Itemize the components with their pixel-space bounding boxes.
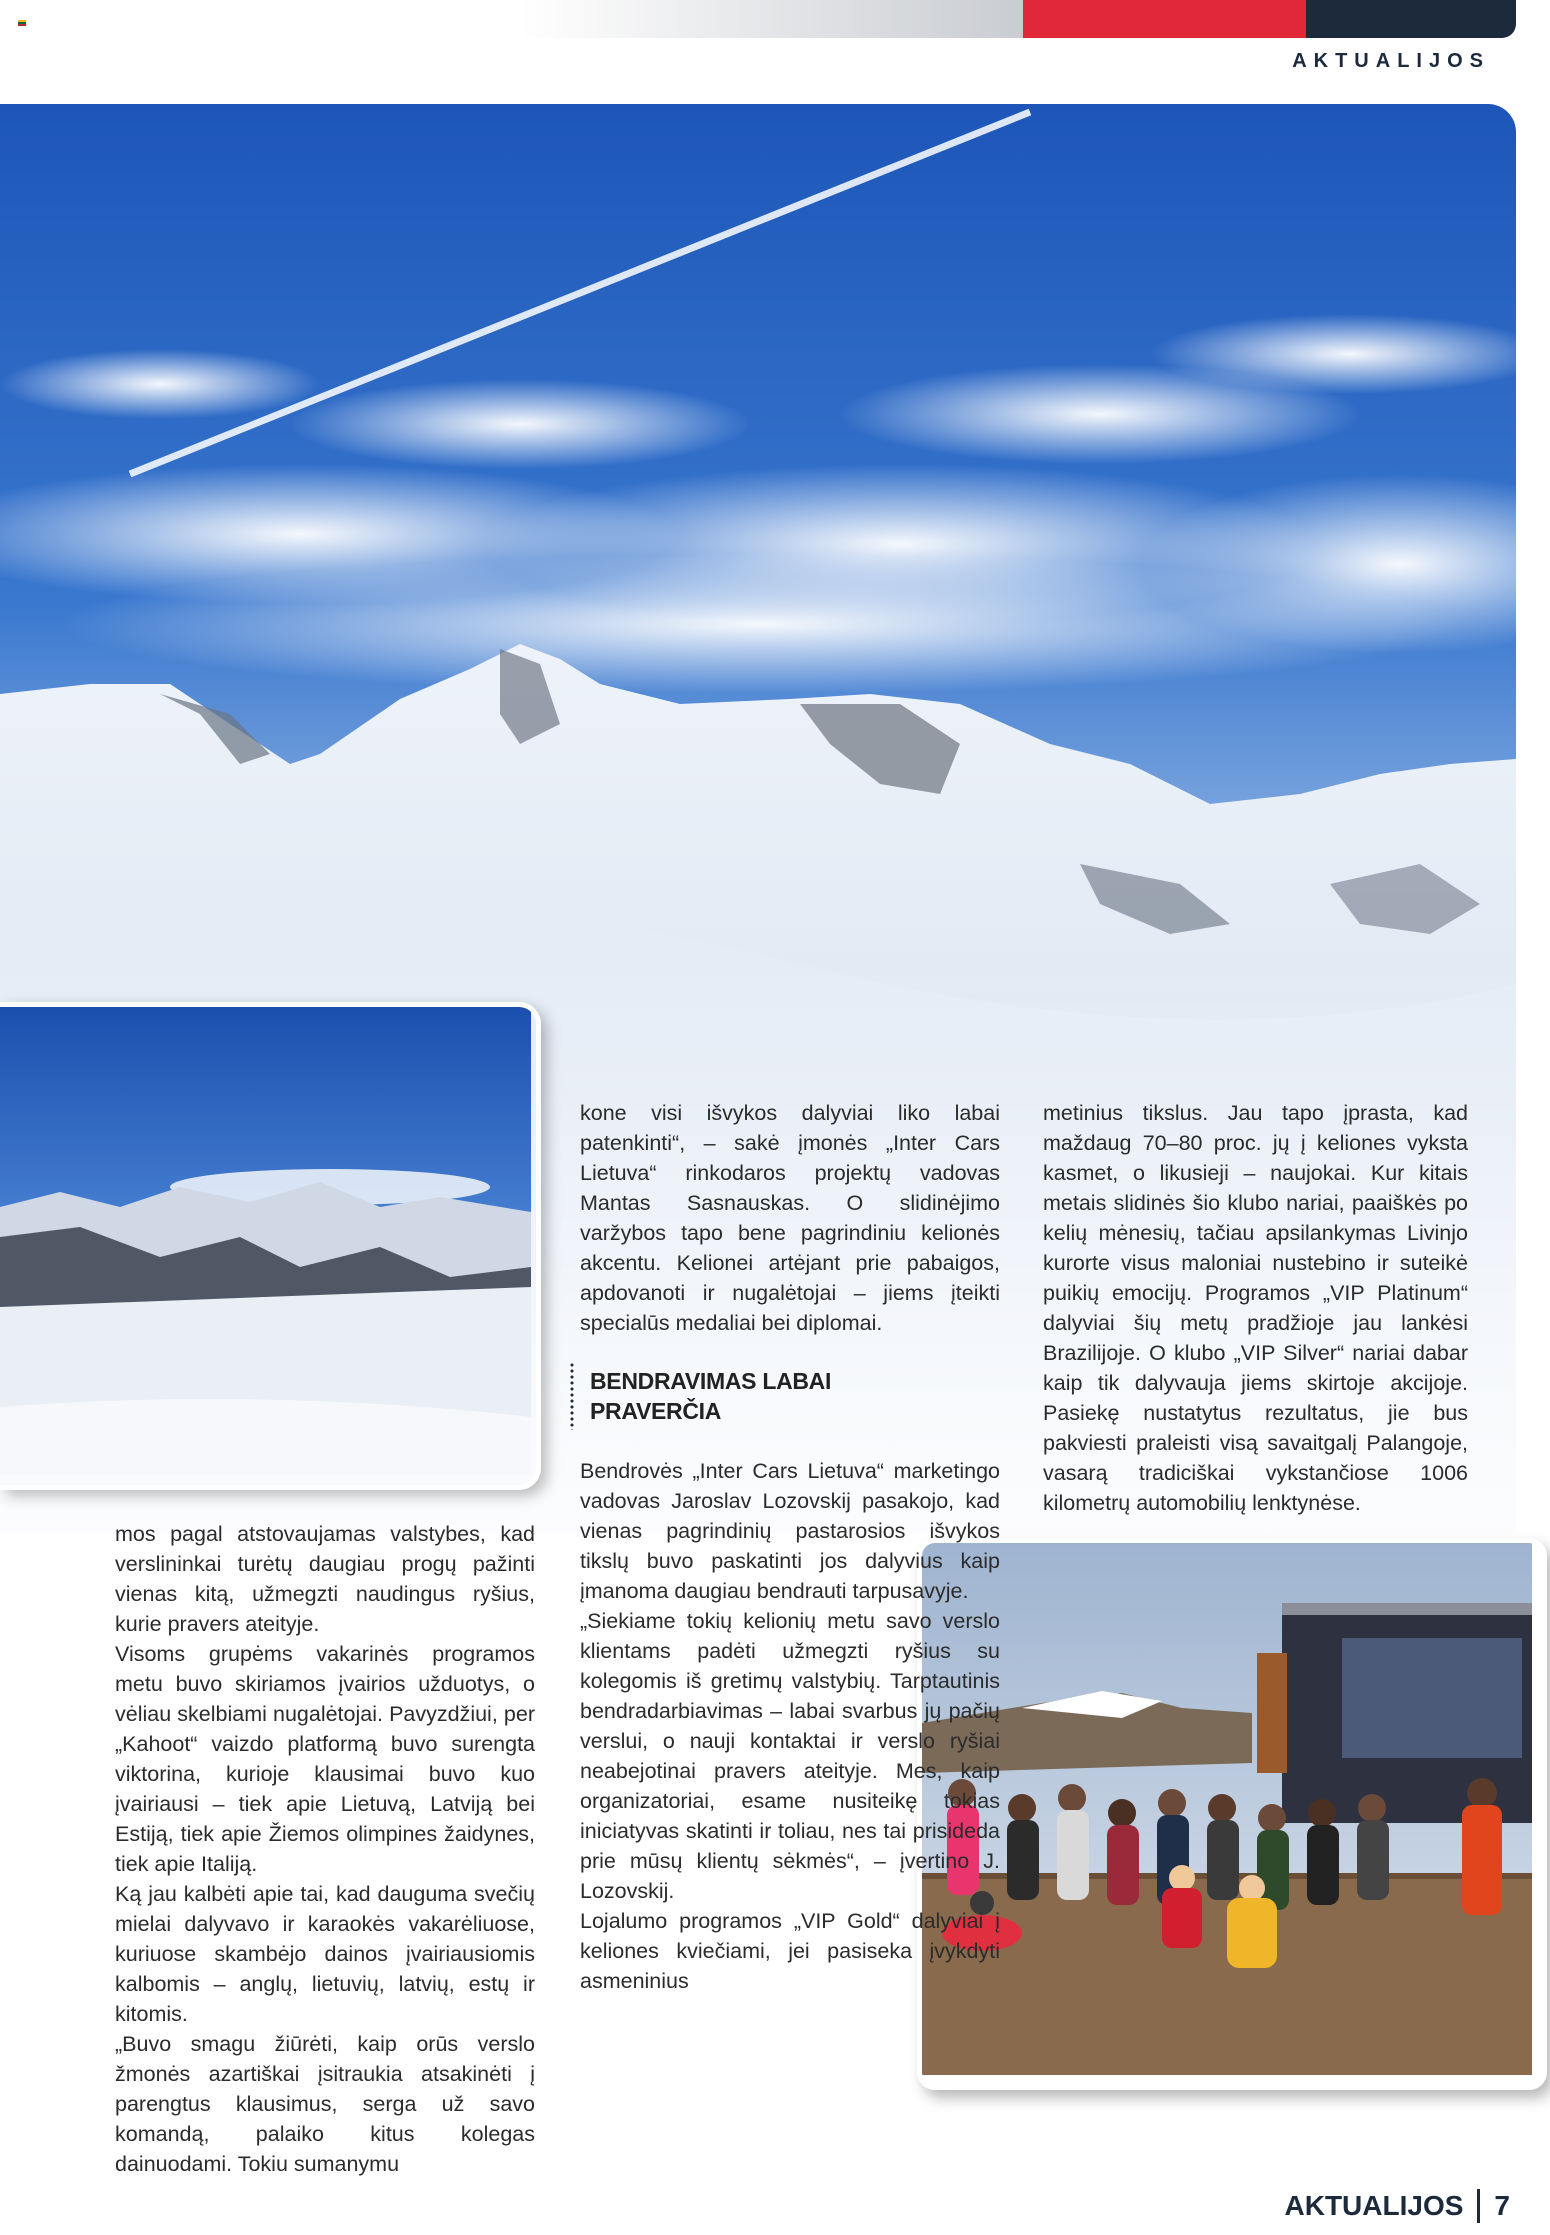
article-column-1 [115, 1519, 535, 2179]
group-photo [917, 1538, 1547, 2090]
paragraph: Lojalumo programos „VIP Gold“ dalyviai į keliones kviečiami, jei pasiseka įvykdyti asmeninius [580, 1909, 1000, 1993]
paragraph: Ką jau kalbėti apie tai, kad dauguma svečių mielai dalyvavo ir karaokės vakarėliuose, kuriuose skambėjo dainos įvairiausiomis kalbomis – anglų, lietuvių, latvių, estų ir kitomis. [115, 1882, 535, 2026]
subheading-line-2: PRAVERČIA [590, 1398, 722, 1424]
paragraph: Visoms grupėms vakarinės programos metu buvo skiriamos įvairios užduotys, o vėliau skelbiami nugalėtojai. Pavyzdžiui, per „Kahoot“ vaizdo platformą buvo surengta viktorina, kurioje klausimai buvo kuo įvairiausi – tiek apie Lietuvą, Latviją bei Estiją, tiek apie Žiemos olimpines žaidynes, tiek apie Italiją. [115, 1642, 535, 1876]
subheading [580, 1366, 1000, 1426]
subheading-line-1: BENDRAVIMAS LABAI [590, 1368, 832, 1394]
inset-mountain-photo [0, 1002, 541, 1490]
paragraph: „Buvo smagu žiūrėti, kaip orūs verslo žmonės azartiškai įsitraukia atsakinėti į parengtus klausimus, serga už savo komandą, palaiko kitus kolegas dainuodami. Tokiu sumanymu [115, 2032, 535, 2176]
top-bar-red-block [1023, 0, 1306, 38]
footer-section-title: AKTUALIJOS [1284, 2190, 1464, 2221]
paragraph: Bendrovės „Inter Cars Lietuva“ marketingo vadovas Jaroslav Lozovskij pasakojo, kad vienas pagrindinių pastarosios išvykos tikslų buvo paskatinti jos dalyvius kaip įmanoma daugiau bendrauti tarpusavyje. [580, 1459, 1000, 1603]
paragraph: metinius tikslus. Jau tapo įprasta, kad maždaug 70–80 proc. jų į keliones vyksta kasmet, o likusieji – naujokai. Kur kitais metais slidinės šio klubo nariai, paaiškės po kelių mėnesių, tačiau apsilankymas Livinjo kurorte visus maloniai nustebino ir suteikė puikių emocijų. Programos „VIP Platinum“ dalyviai šių metų pradžioje jau lankėsi Brazilijoje. O klubo „VIP Silver“ nariai dabar kaip tik dalyvauja jiems skirtoje akcijoje. Pasiekę nustatytus rezultatus, jie bus pakviesti praleisti visą savaitgalį Palangoje, vasarą tradiciškai vykstančiose 1006 kilometrų automobilių lenktynėse. [1043, 1101, 1468, 1515]
paragraph: kone visi išvykos dalyviai liko labai patenkinti“, – sakė įmonės „Inter Cars Lietuva“ rinkodaros projektų vadovas Mantas Sasnauskas. O slidinėjimo varžybos tapo bene pagrindiniu kelionės akcentu. Kelionei artėjant prie pabaigos, apdovanoti ir nugalėtojai – jiems įteikti specialūs medaliai bei diplomai. [580, 1101, 1000, 1335]
lithuanian-flag-icon [18, 20, 26, 26]
paragraph: „Siekiame tokių kelionių metu savo verslo klientams padėti užmegzti ryšius su kolegomis iš gretimų valstybių. Tarptautinis bendradarbiavimas – labai svarbus jų pačių verslui, o nauji kontaktai ir verslo ryšiai neabejotinai pravers ateityje. Mes, kaip organizatoriai, esame nusiteikę tokias iniciatyvas skatinti ir toliau, nes tai prisideda prie mūsų klientų sėkmės“, – įvertino J. Lozovskij. [580, 1609, 1000, 1903]
footer-divider [1477, 2189, 1480, 2223]
article-column-3 [1043, 1098, 1468, 1518]
page-footer [1285, 2190, 1510, 2225]
top-bar-navy-block [1306, 0, 1516, 38]
section-title-top: AKTUALIJOS [1292, 50, 1490, 72]
article-column-2 [580, 1098, 1000, 1996]
top-bar-gradient [520, 0, 1025, 38]
dotted-divider-icon [570, 1362, 574, 1430]
paragraph: mos pagal atstovaujamas valstybes, kad verslininkai turėtų daugiau progų pažinti vienas kitą, užmegzti naudingus ryšius, kurie pravers ateityje. [115, 1522, 535, 1636]
top-color-bar [0, 0, 1550, 38]
page-number: 7 [1494, 2190, 1510, 2221]
